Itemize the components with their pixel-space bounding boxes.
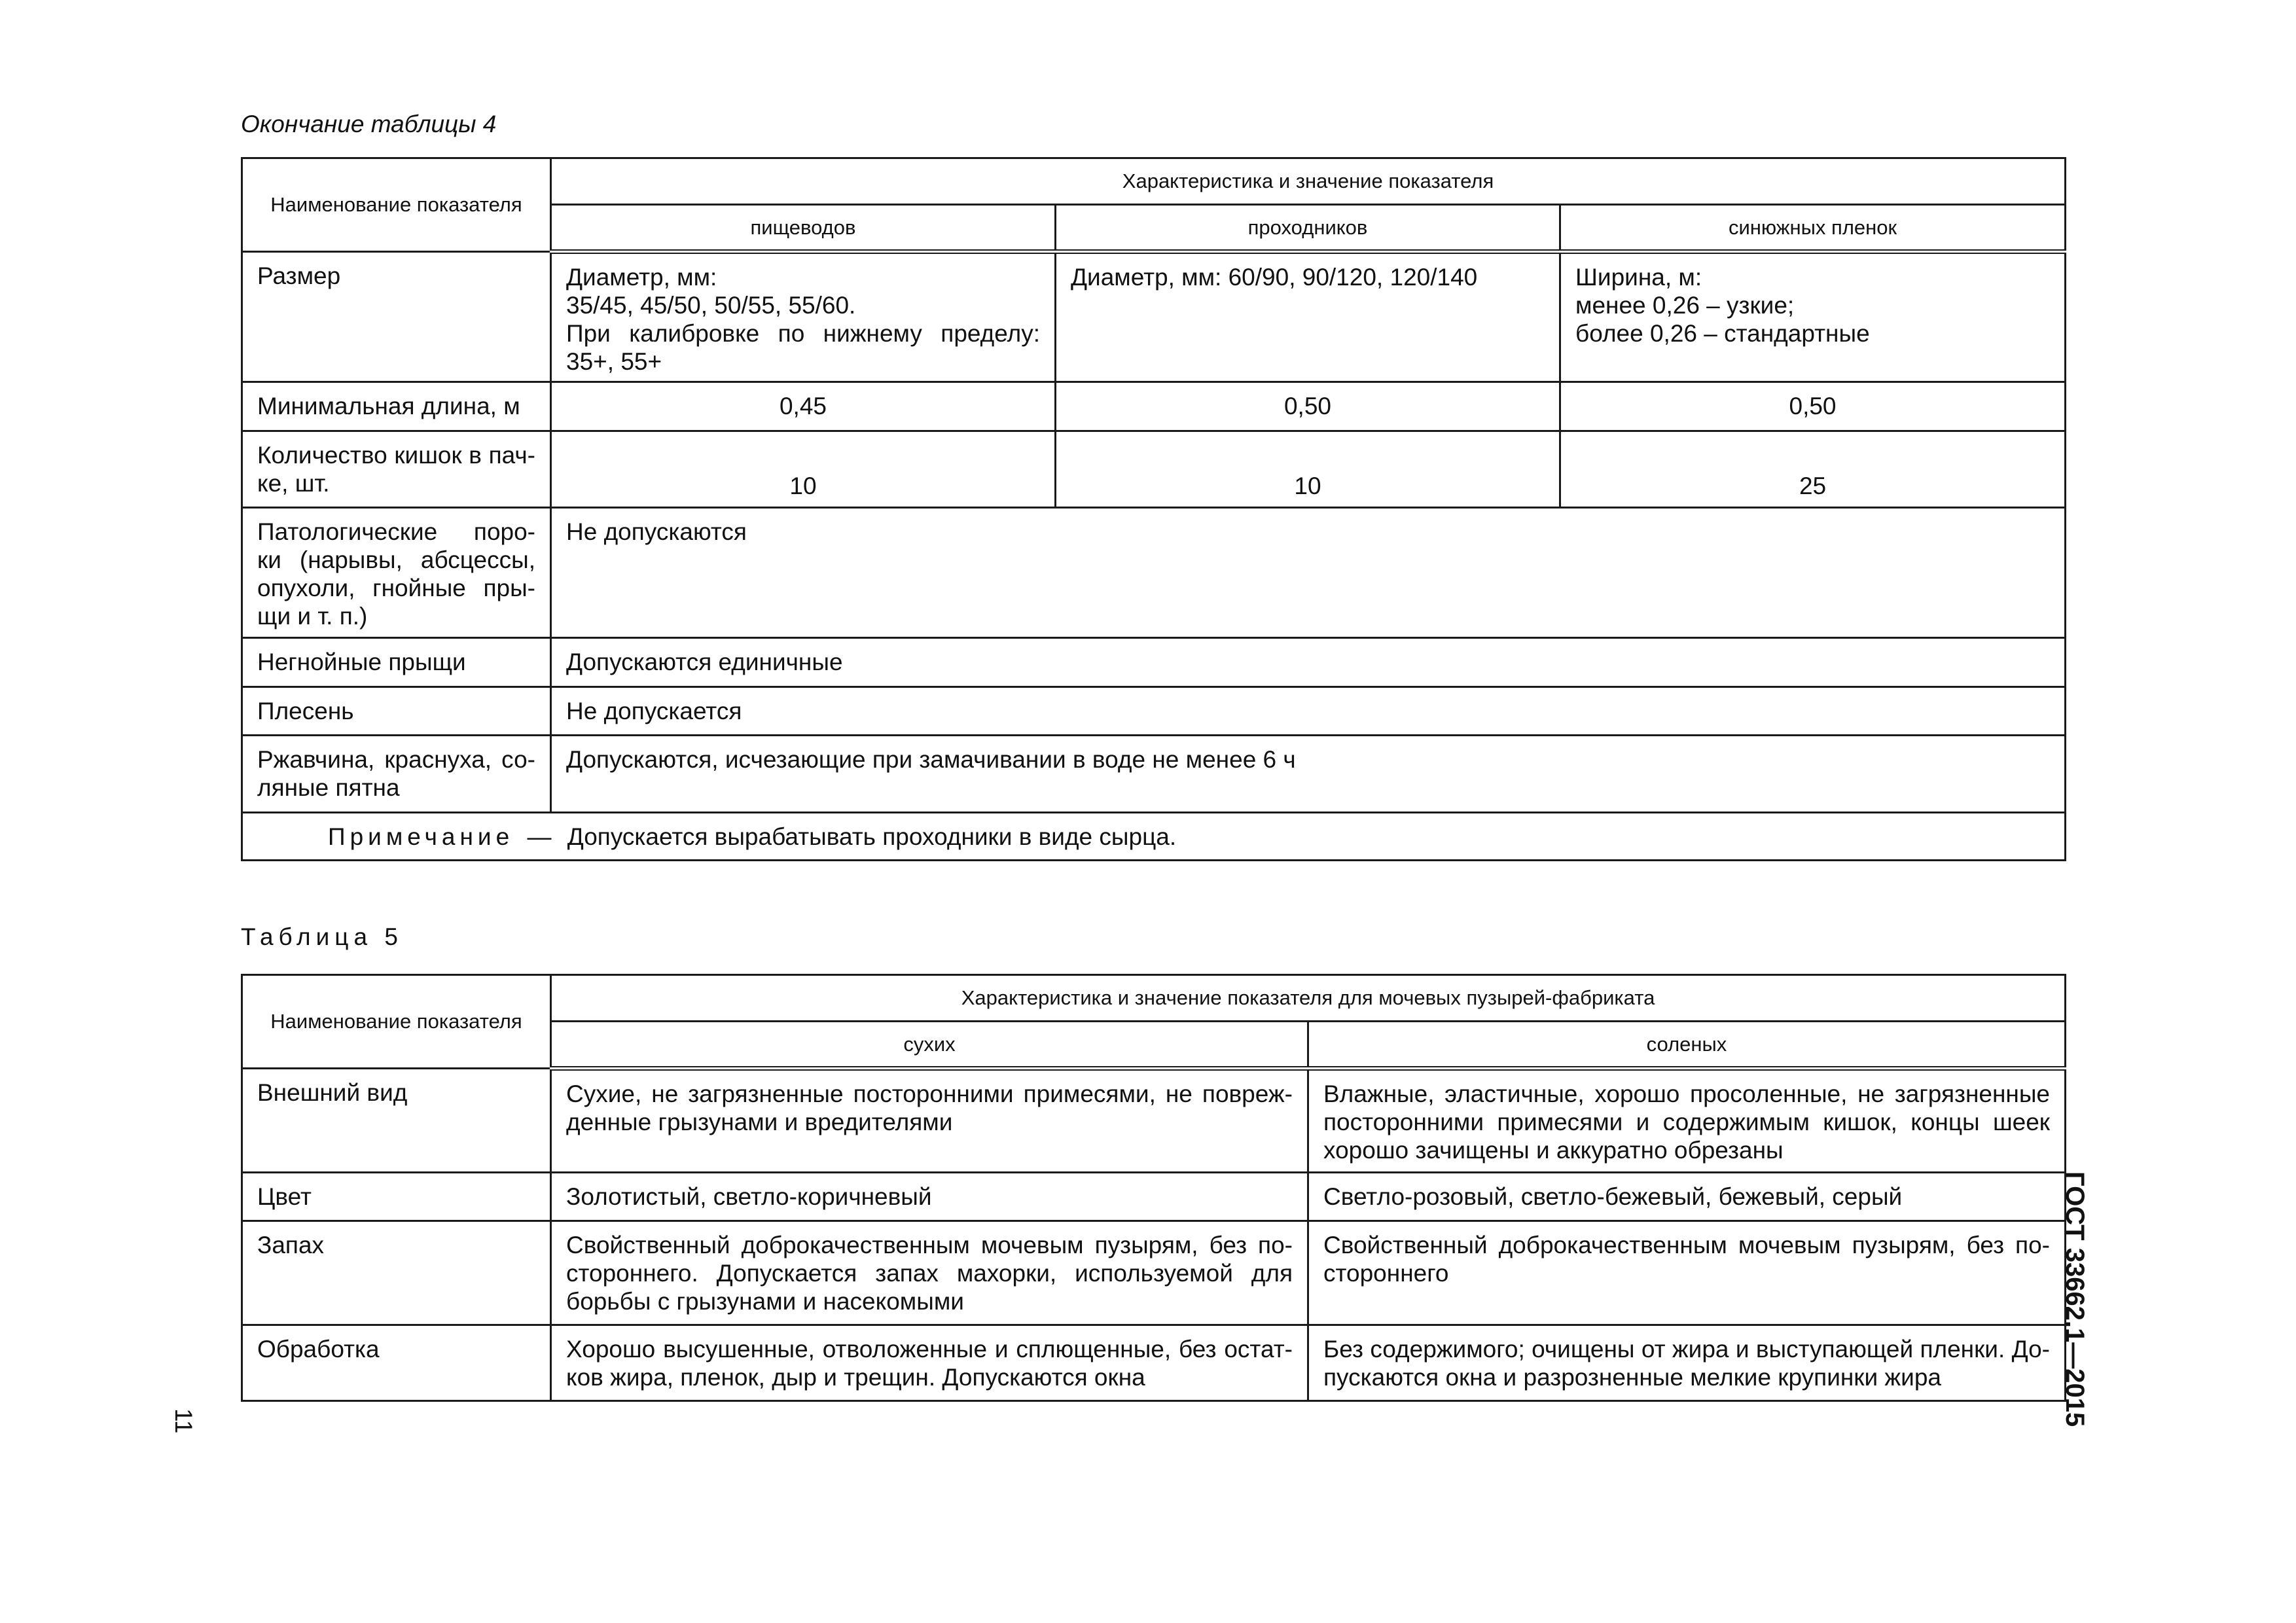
table4-header-name: Наименование показателя bbox=[242, 158, 551, 252]
table-row bbox=[242, 638, 2066, 687]
row-name: Внешний вид bbox=[242, 1069, 551, 1173]
cell-value: Золотистый, светло-коричневый bbox=[551, 1173, 1308, 1221]
table-row bbox=[242, 687, 2066, 736]
cell-value: Светло-розовый, светло-бежевый, бежевый, серый bbox=[1308, 1173, 2066, 1221]
cell-value: 0,50 bbox=[1056, 382, 1560, 431]
table-row bbox=[242, 1069, 2066, 1173]
cell-value: Допускаются, исчезающие при замачивании в воде не менее 6 ч bbox=[551, 736, 2066, 813]
table-row bbox=[242, 431, 2066, 508]
row-name: Размер bbox=[242, 252, 551, 382]
row-name: Цвет bbox=[242, 1173, 551, 1221]
note-dash: — bbox=[527, 823, 552, 850]
page-number: 11 bbox=[170, 1408, 197, 1434]
cell-value: Диаметр, мм: 60/90, 90/120, 120/140 bbox=[1056, 252, 1560, 382]
cell-value: Диаметр, мм: 35/45, 45/50, 50/55, 55/60. При калибровке по нижнему пределу: 35+, 55+ bbox=[551, 252, 1056, 382]
table5-header-group: Характеристика и значение показателя для мочевых пузырей-фабриката bbox=[551, 975, 2066, 1022]
cell-value: 0,45 bbox=[551, 382, 1056, 431]
table4-header-films: синюжных пленок bbox=[1560, 205, 2066, 252]
table-row bbox=[242, 1325, 2066, 1401]
cell-value: 0,50 bbox=[1560, 382, 2066, 431]
cell-value: Сухие, не загрязненные посторонними примесями, не повреж- денные грызунами и вредителями bbox=[551, 1069, 1308, 1173]
row-name: Патологические поро- ки (нарывы, абсцессы, опухоли, гнойные пры- щи и т. п.) bbox=[242, 508, 551, 638]
cell-value: Без содержимого; очищены от жира и выступающей пленки. До- пускаются окна и разрозненные мелкие крупинки жира bbox=[1308, 1325, 2066, 1401]
table-row bbox=[242, 736, 2066, 813]
cell-value: 10 bbox=[551, 431, 1056, 508]
cell-value: Свойственный доброкачественным мочевым пузырям, без по- стороннего. Допускается запах махорки, используемой для борьбы с грызунами и насекомыми bbox=[551, 1221, 1308, 1325]
cell-value: Влажные, эластичные, хорошо просоленные, не загрязненные посторонними примесями и содержимым кишок, концы шеек хорошо зачищены и аккуратно обрезаны bbox=[1308, 1069, 2066, 1173]
table5 bbox=[241, 974, 2066, 1402]
table4-note bbox=[242, 813, 2066, 861]
table4-caption: Окончание таблицы 4 bbox=[241, 111, 497, 137]
table4-header-passage: проходников bbox=[1056, 205, 1560, 252]
table4-header-group: Характеристика и значение показателя bbox=[551, 158, 2066, 205]
cell-value: 10 bbox=[1056, 431, 1560, 508]
note-label: Примечание bbox=[328, 823, 514, 850]
row-name: Количество кишок в пач- ке, шт. bbox=[242, 431, 551, 508]
table4-header-esophagus: пищеводов bbox=[551, 205, 1056, 252]
cell-value: Хорошо высушенные, отволоженные и сплющенные, без остат- ков жира, пленок, дыр и трещин. Допускаются окна bbox=[551, 1325, 1308, 1401]
table-row bbox=[242, 382, 2066, 431]
table-note-row bbox=[242, 813, 2066, 861]
row-name: Запах bbox=[242, 1221, 551, 1325]
row-name: Минимальная длина, м bbox=[242, 382, 551, 431]
table5-header-dry: сухих bbox=[551, 1022, 1308, 1069]
cell-value: Свойственный доброкачественным мочевым пузырям, без по- стороннего bbox=[1308, 1221, 2066, 1325]
table5-caption: Таблица 5 bbox=[241, 923, 403, 950]
row-name: Плесень bbox=[242, 687, 551, 736]
cell-value: Ширина, м: менее 0,26 – узкие; более 0,26 – стандартные bbox=[1560, 252, 2066, 382]
row-name: Негнойные прыщи bbox=[242, 638, 551, 687]
table5-header-name: Наименование показателя bbox=[242, 975, 551, 1069]
cell-value: 25 bbox=[1560, 431, 2066, 508]
cell-value: Допускаются единичные bbox=[551, 638, 2066, 687]
table-row bbox=[242, 508, 2066, 638]
table-row bbox=[242, 1173, 2066, 1221]
row-name: Обработка bbox=[242, 1325, 551, 1401]
standard-code: ГОСТ 33662.1—2015 bbox=[2060, 1171, 2089, 1427]
table5-header-salted: соленых bbox=[1308, 1022, 2066, 1069]
note-text: Допускается вырабатывать проходники в виде сырца. bbox=[567, 823, 1177, 850]
cell-value: Не допускается bbox=[551, 687, 2066, 736]
table-row bbox=[242, 1221, 2066, 1325]
table4 bbox=[241, 157, 2066, 861]
cell-value: Не допускаются bbox=[551, 508, 2066, 638]
row-name: Ржавчина, краснуха, со- ляные пятна bbox=[242, 736, 551, 813]
table-row bbox=[242, 252, 2066, 382]
